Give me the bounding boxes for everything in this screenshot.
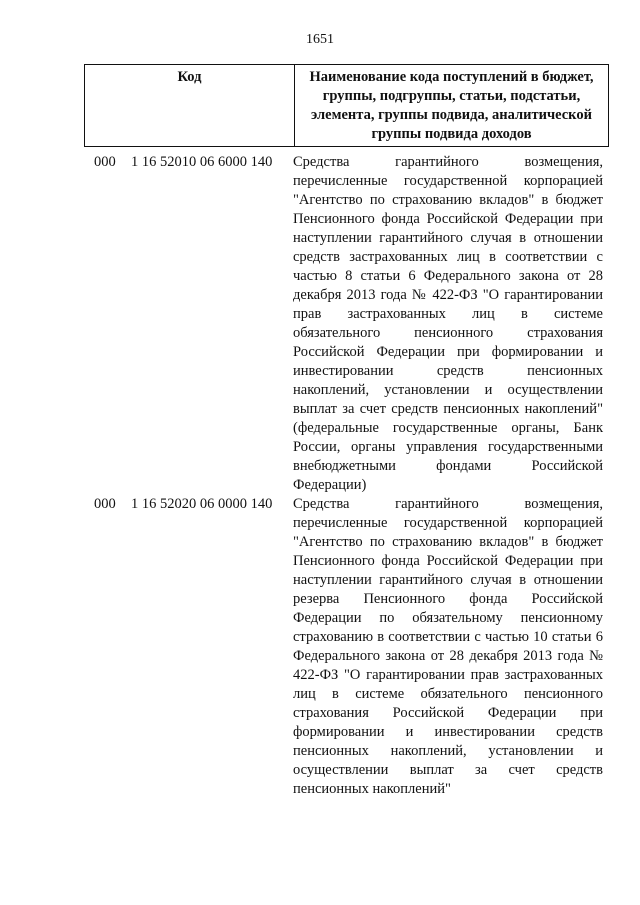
page-number: 1651	[306, 32, 334, 47]
revenue-code: 1 16 52020 06 0000 140	[131, 496, 273, 512]
header-code-column: Код	[85, 65, 295, 147]
revenue-codes-list	[0, 153, 640, 799]
revenue-code: 1 16 52010 06 6000 140	[131, 154, 273, 170]
table-row	[0, 153, 640, 495]
header-name-column: Наименование кода поступлений в бюджет, группы, подгруппы, статьи, подстатьи, элемента, группы подвида, аналитической группы подвида доходов	[295, 65, 609, 147]
admin-code: 000	[94, 154, 116, 170]
table-row	[0, 495, 640, 799]
revenue-description: Средства гарантийного возмещения, перечисленные государственной корпорацией "Агентство по страхованию вкладов" в бюджет Пенсионного фонда Российской Федерации при наступлении гарантийного случая в отношении резерва Пенсионного фонда Российской Федерации по обязательному пенсионному страхованию в соответствии с частью 10 статьи 6 Федерального закона от 28 декабря 2013 года № 422-ФЗ "О гарантировании прав застрахованных лиц в системе обязательного пенсионного страхования Российской Федерации при формировании и инвестировании средств пенсионных накоплений, установлении и осуществлении выплат за счет средств пенсионных накоплений"	[293, 496, 603, 797]
admin-code: 000	[94, 496, 116, 512]
table-header	[84, 64, 609, 147]
revenue-description: Средства гарантийного возмещения, перечисленные государственной корпорацией "Агентство по страхованию вкладов" в бюджет Пенсионного фонда Российской Федерации при наступлении гарантийного случая в отношении средств застрахованных лиц в соответствии с частью 8 статьи 6 Федерального закона от 28 декабря 2013 года № 422-ФЗ "О гарантировании прав застрахованных лиц в системе обязательного пенсионного страхования Российской Федерации при формировании и инвестировании средств пенсионных накоплений, установлении и осуществлении выплат за счет средств пенсионных накоплений" (федеральные государственные органы, Банк России, органы управления государственными внебюджетными фондами Российской Федерации)	[293, 154, 603, 493]
